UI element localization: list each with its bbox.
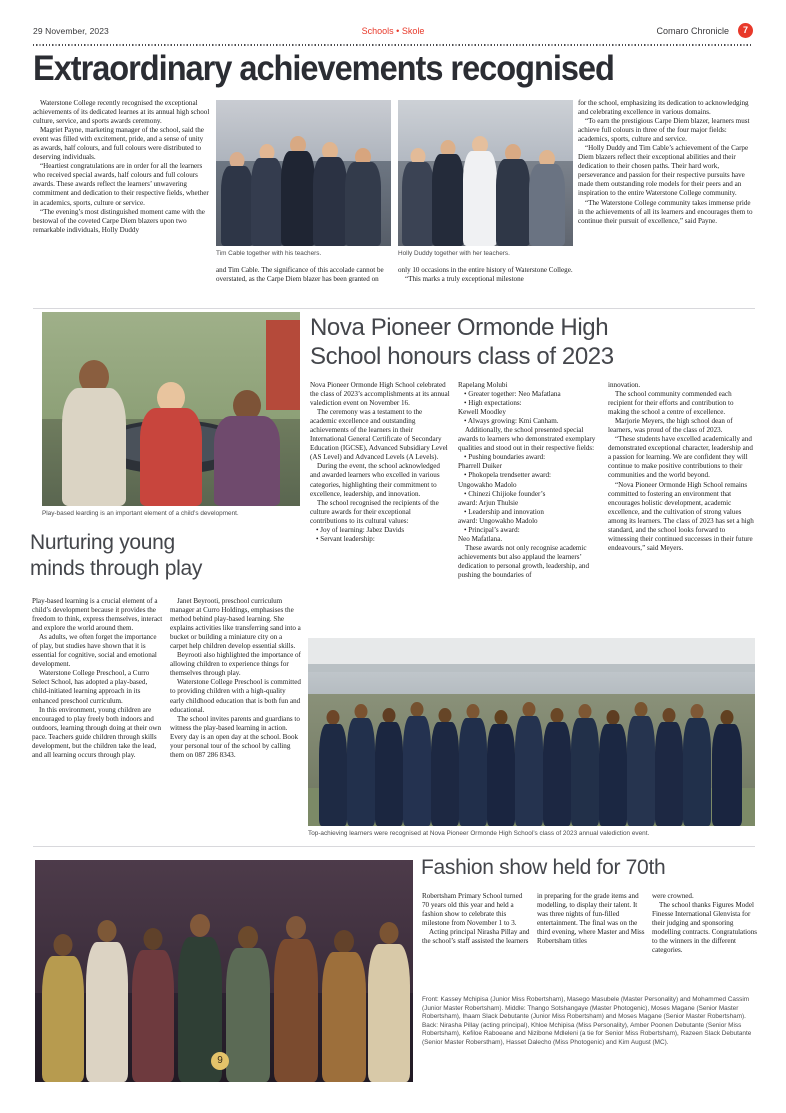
paragraph: “This marks a truly exceptional milestone [405,275,524,284]
paragraph: innovation. [608,381,641,389]
article2-column-1 [310,381,450,544]
paragraph: Magriet Payne, marketing manager of the school, said the event was filled with excitement, pride, and a sense of unity as awards, half colours, and full colours were distributed to deserving individuals. [33,126,204,162]
article4-column-1 [422,892,530,946]
article4-photo-caption: Front: Kassey Mchipisa (Junior Miss Robertsham), Masego Masubele (Master Personality) and Mohammed Cassim (Junior Master Robertsham). Middle: Thango Sotshangaye (Master Photogenic), Moses Magane (Senior Master Robertsham), Ihaam Slack Debutante (Junior Miss Robertsham) and Moses Magane (Senior Master Robertsham). Back: Nirasha Pillay (acting principal), Khloe Mchipisa (Miss Personality), Amber Poonen Debutante (Senior Miss Robertsham), Kefiloe Raboeane and Nizibone Mdleleni (a tie for Senior Miss Robertsham), Razeen Slack Debutante (Senior Master Roberstham), Hasset Dalecho (Miss Photogenic) and Kim August (MC). [422,996,752,1046]
article2-column-3 [608,381,755,553]
article3-column-1 [32,597,163,760]
paragraph: and Tim Cable. The significance of this accolade cannot be overstated, as the Carpe Diem blazer has been granted on [216,266,384,284]
paragraph: award: Arjun Thulsie [458,498,519,507]
masthead-divider [33,44,753,46]
paragraph: Waterstone College Preschool, a Curro Select School, has adopted a play-based, child-initiated learning approach in its enhanced preschool curriculum. [32,669,150,705]
article4-photo-fashion-show: 9 [35,860,413,1082]
bullet-item: • High expectations: [464,399,522,408]
paragraph: Marjorie Meyers, the high school dean of learners, was proud of the class of 2023. [608,417,733,435]
masthead-date: 29 November, 2023 [33,26,109,36]
bullet-item: • Leadership and innovation [464,507,544,516]
bullet-item: • Joy of learning: Jabez Davids [316,525,405,534]
paragraph: During the event, the school acknowledged and awarded learners who excelled in various categories, highlighting their commitment to excellence, leadership, and innovation. [310,462,440,498]
paragraph: “The evening’s most distinguished moment came with the bestowal of the coveted Carpe Diem blazers upon two remarkable individuals, Holly Duddy [33,207,205,234]
paragraph: Kewell Moodley [458,408,506,417]
article4-column-3 [652,892,757,955]
bullet-item: • Always growing: Kmi Canham. [464,417,559,426]
paragraph: for the school, emphasizing its dedication to acknowledging and celebrating excellence in various domains. [578,99,749,117]
paragraph: “These students have excelled academically and demonstrated exceptional character, leadership and a passion for learning. We are confident they will continue to make positive contributions to their communities and the world beyond. [608,435,753,480]
article3-headline-line1: Nurturing young [30,531,175,554]
article1-photo-holly-duddy [398,100,573,246]
article1-column-1 [33,99,210,235]
article4-column-2 [537,892,645,946]
section-divider-1 [33,308,755,309]
paragraph: Waterstone College recently recognised the exceptional achievements of its dedicated learnes at its annual high school culture, service, and sports awards ceremony. [33,99,210,126]
article4-headline: Fashion show held for 70th [421,856,666,879]
paragraph: In this environment, young children are encouraged to play freely both indoors and outdoors, learning through doing at their own pace. Teachers guide children through skills development, but the children take the lead, and all learning occurs through play. [32,705,162,759]
page-number-badge: 7 [738,23,753,38]
bullet-item: • Pushing boundaries award: [464,453,546,462]
paragraph: These awards not only recognise academic achievements but also applaud the learners’ dedication to personal growth, leadership, and pushing the boundaries of [458,543,589,579]
paragraph: The school invites parents and guardians to witness the play-based learning in action. Every day is an open day at the school. Book your personal tour of the school by calling them on 087 286 8343. [170,714,300,759]
bullet-item: • Chinezi Chijioke founder’s [464,489,546,498]
paragraph: The school community commended each recipient for their efforts and contribution to making the school a centre of excellence. [608,390,734,417]
paragraph: “To earn the prestigious Carpe Diem blazer, learners must achieve full colours in three of the four major fields: academics, sports, culture and service. [578,117,750,144]
paragraph: The school recognised the recipients of the culture awards for their exceptional contributions to its cultural values: [310,498,439,525]
paragraph: only 10 occasions in the entire history of Waterstone College. [398,266,573,274]
section-divider-2 [33,846,755,847]
paragraph: Waterstone College Preschool is committed to providing children with a high-quality early childhood education that is both fun and educational. [170,678,301,714]
paragraph: Ungowakho Madolo [458,480,517,489]
paragraph: The ceremony was a testament to the academic excellence and outstanding achievements of the learners in their International General Certificate of Secondary Education (IGCSE), Advanced Subsidiary Level (AS Level) and Advanced Levels (A Levels). [310,408,448,462]
paragraph: Janet Beyrooti, preschool curriculum manager at Curro Holdings, emphasises the method behind play-based learning. She explains activities like transferring sand into a bucket or building a miniature city on a carpet help children develop essential skills. [170,597,301,651]
article2-headline-line2: School honours class of 2023 [310,343,614,370]
bullet-item: • Phokopela trendsetter award: [464,471,551,480]
article1-caption-tim-cable: Tim Cable together with his teachers. [216,250,322,257]
article3-photo-children-playing [42,312,300,506]
paragraph: “Holly Duddy and Tim Cable’s achievement of the Carpe Diem blazers reflect their exceptional abilities and their dedication to their chosen paths. Their hard work, perseverance and passion for their respective pursuits have made them outstanding role models for their peers and an inspiration to the entire Waterstone College community. [578,144,749,198]
paragraph: in preparing for the grade items and modelling, to display their talent. It was three nights of fun-filled entertainment. The final was on the third evening, where Master and Miss Robertsham titles [537,892,645,946]
paragraph: As adults, we often forget the importance of play, but studies have shown that it is essential for cognitive, social and emotional development. [32,633,157,669]
paragraph: “Nova Pioneer Ormonde High School remains committed to fostering an environment that encourages holistic development, academic excellence, and the cultivation of strong values among its learners. The class of 2023 has set a high standard, and the school looks forward to witnessing their continued successes in their future endeavours,” said Meyers. [608,480,754,552]
article3-column-2 [170,597,301,760]
bullet-item: • Servant leadership: [316,534,375,543]
paragraph: “Heartiest congratulations are in order for all the learners who received special awards, half colours and full colours awards. These awards reflect the learners’ unwavering commitment and dedication to their respective fields, whether in academics, sports, culture or service. [33,162,209,207]
paragraph: Additionally, the school presented special awards to learners who demonstrated exemplary qualities and stood out in their respective fields: [458,426,596,453]
article1-column-3 [398,266,575,284]
paragraph: award: Ungowakho Madolo [458,516,538,525]
paragraph: Pharrell Duiker [458,462,502,471]
paragraph: “The Waterstone College community takes immense pride in the achievements of all its learners and encourages them to continue their pursuit of excellence,” said Payne. [578,198,753,225]
article1-column-2 [216,266,393,284]
article1-caption-holly-duddy: Holly Duddy together with her teachers. [398,250,510,257]
paragraph: Robertsham Primary School turned 70 years old this year and held a fashion show to celebrate this milestone from November 1 to 3. [422,892,523,928]
article1-headline: Extraordinary achievements recognised [33,49,614,88]
masthead-section-label: Schools • Skole [361,26,425,36]
article2-column-2 [458,381,601,580]
paragraph: Acting principal Nirasha Pillay and the school’s staff assisted the learners [422,928,530,946]
paragraph: Nova Pioneer Ormonde High School celebrated the class of 2023’s accomplishments at its annual valediction event on November 16. [310,381,450,408]
paragraph: Rapelang Molubi [458,381,508,389]
article3-headline-line2: minds through play [30,557,203,580]
masthead-publication-name: Comaro Chronicle [656,26,729,36]
article2-photo-class-group [308,638,755,826]
paragraph: were crowned. [652,892,694,900]
article1-column-4 [578,99,755,226]
article1-photo-tim-cable [216,100,391,246]
article3-photo-caption: Play-based learding is an important element of a child’s development. [42,510,239,517]
paragraph: The school thanks Figures Model Finesse International Glenvista for their judging and sponsoring modelling contracts. Congratulations to the winners in the different categories. [652,901,758,955]
article2-headline-line1: Nova Pioneer Ormonde High [310,314,609,341]
paragraph: Beyrooti also highlighted the importance of allowing children to experience things for themselves through play. [170,651,301,678]
paragraph: Play-based learning is a crucial element of a child’s development because it provides the freedom to think, express themselves, interact and explore the world around them. [32,597,163,633]
bullet-item: • Greater together: Neo Mafatlana [464,390,561,399]
article2-photo-caption: Top-achieving learners were recognised at Nova Pioneer Ormonde High School’s class of 2023 annual valediction event. [308,830,650,837]
bullet-item: • Principal’s award: [464,525,520,534]
masthead [33,26,753,44]
paragraph: Neo Mafatlana. [458,534,503,543]
